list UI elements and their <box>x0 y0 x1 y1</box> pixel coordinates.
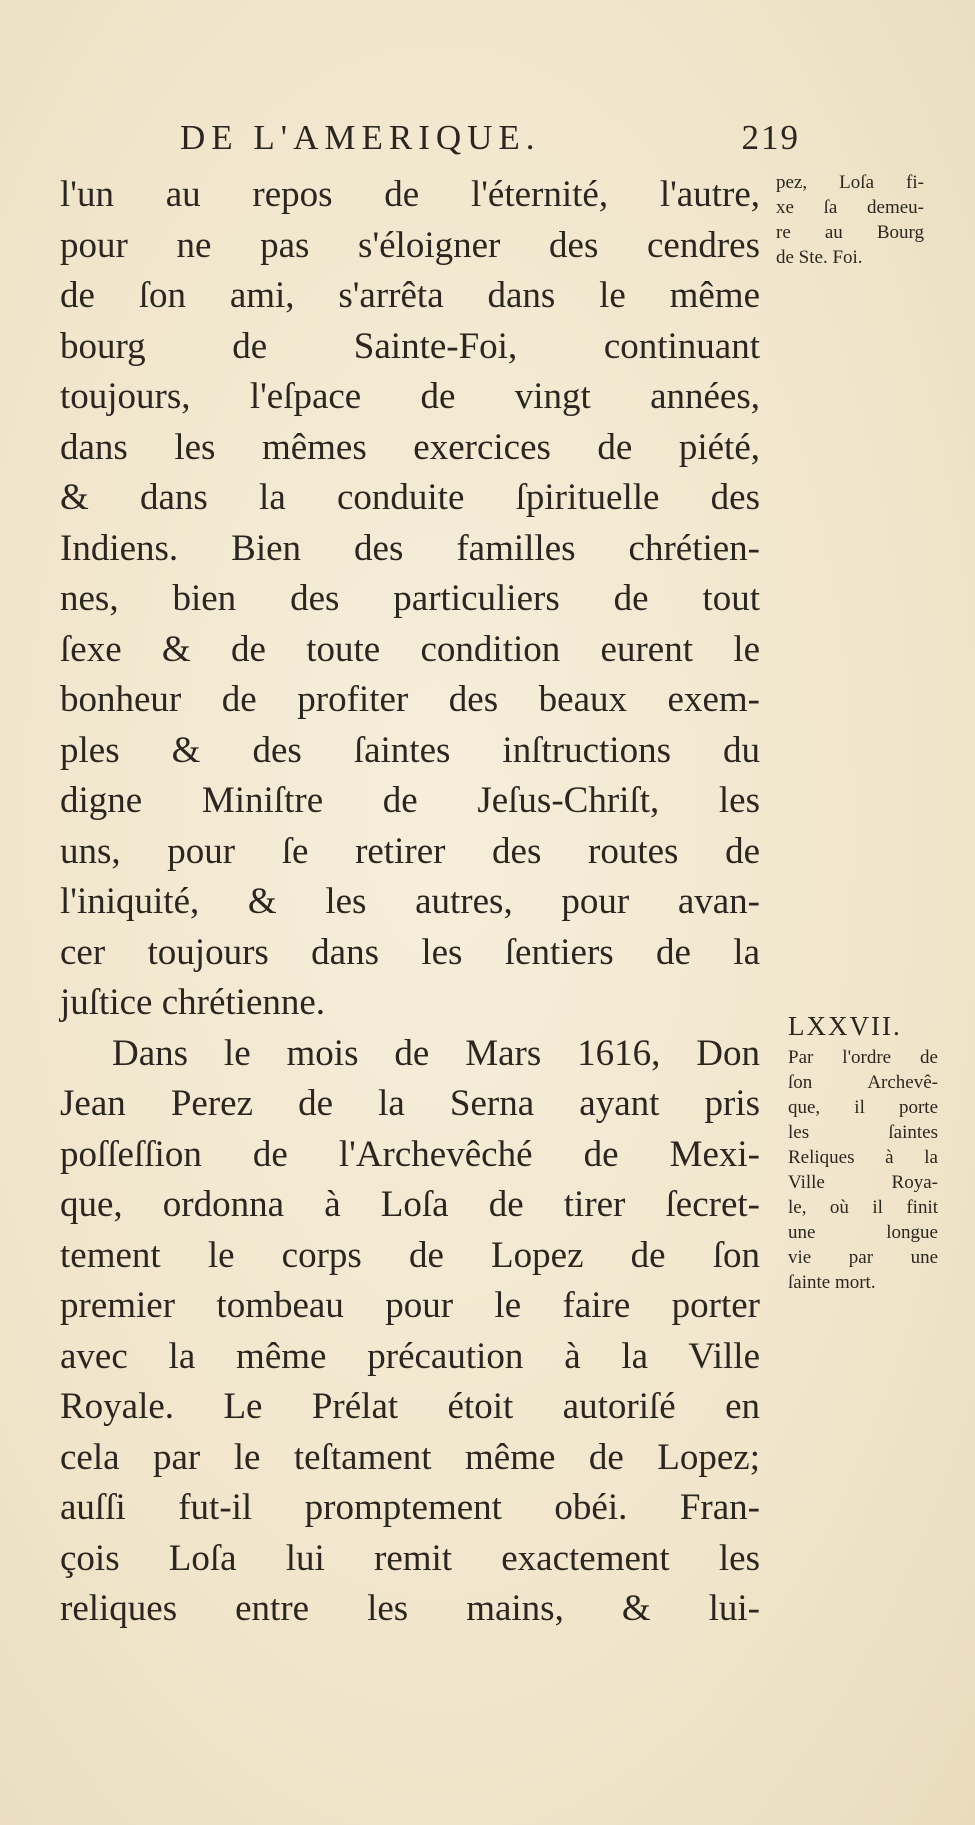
margin-note-line: ſon Archevê- <box>788 1072 938 1093</box>
text-line: Dans le mois de Mars 1616, Don <box>112 1032 760 1074</box>
text-line: digne Miniſtre de Jeſus-Chriſt, les <box>60 780 760 821</box>
text-line: çois Loſa lui remit exactement les <box>60 1537 760 1579</box>
running-head <box>180 118 800 168</box>
text-line: pour ne pas s'éloigner des cendres <box>60 224 760 266</box>
text-line: bourg de Sainte-Foi, continuant <box>60 325 760 367</box>
text-line: de ſon ami, s'arrêta dans le même <box>60 275 760 316</box>
margin-note-line: que, il porte <box>788 1097 938 1118</box>
margin-note-line: les ſaintes <box>788 1122 938 1143</box>
margin-note-2-lines <box>788 1045 938 1295</box>
text-line: tement le corps de Lopez de ſon <box>60 1234 760 1276</box>
margin-note-line: vie par une <box>788 1247 938 1268</box>
text-line: premier tombeau pour le faire porter <box>60 1285 760 1326</box>
margin-note-line: le, où il finit <box>788 1197 938 1218</box>
margin-note-1 <box>776 170 924 270</box>
margin-note-line: ſainte mort. <box>788 1272 876 1293</box>
text-line: juſtice chrétienne. <box>60 982 326 1023</box>
margin-note-line: xe ſa demeu- <box>776 197 924 218</box>
text-line: Indiens. Bien des familles chrétien- <box>60 527 760 569</box>
text-line: bonheur de profiter des beaux exem- <box>60 679 760 720</box>
margin-note-line: Ville Roya- <box>788 1172 938 1193</box>
text-line: auſſi fut-il promptement obéi. Fran- <box>60 1487 760 1528</box>
text-line: reliques entre les mains, & lui- <box>60 1588 760 1629</box>
text-line: ples & des ſaintes inſtructions du <box>60 729 760 771</box>
text-line: & dans la conduite ſpirituelle des <box>60 477 760 518</box>
text-line: dans les mêmes exercices de piété, <box>60 426 760 468</box>
text-line: que, ordonna à Loſa de tirer ſecret- <box>60 1184 760 1225</box>
text-line: uns, pour ſe retirer des routes de <box>60 830 760 872</box>
text-line: toujours, l'eſpace de vingt années, <box>60 376 760 417</box>
text-line: avec la même précaution à la Ville <box>60 1335 760 1377</box>
margin-note-line: de Ste. Foi. <box>776 247 863 268</box>
text-line: cer toujours dans les ſentiers de la <box>60 931 760 973</box>
margin-note-2 <box>788 1007 938 1295</box>
text-line: ſexe & de toute condition eurent le <box>60 628 760 670</box>
margin-note-line: re au Bourg <box>776 222 924 243</box>
margin-note-line: Reliques à la <box>788 1147 938 1168</box>
text-line: l'iniquité, & les autres, pour avan- <box>60 881 760 922</box>
text-line: Royale. Le Prélat étoit autoriſé en <box>60 1386 760 1427</box>
main-text-block <box>60 170 760 1635</box>
text-line: Jean Perez de la Serna ayant pris <box>60 1083 760 1124</box>
margin-note-line: Par l'ordre de <box>788 1047 938 1068</box>
margin-note-line: une longue <box>788 1222 938 1243</box>
text-line: nes, bien des particuliers de tout <box>60 578 760 619</box>
text-line: l'un au repos de l'éternité, l'autre, <box>60 174 760 215</box>
text-line: poſſeſſion de l'Archevêché de Mexi- <box>60 1133 760 1175</box>
section-numeral: LXXVII. <box>788 1011 902 1041</box>
text-line: cela par le teſtament même de Lopez; <box>60 1436 760 1478</box>
running-head-title: DE L'AMERIQUE. <box>180 118 541 157</box>
margin-note-line: pez, Loſa fi- <box>776 172 924 193</box>
page-number: 219 <box>741 118 800 157</box>
